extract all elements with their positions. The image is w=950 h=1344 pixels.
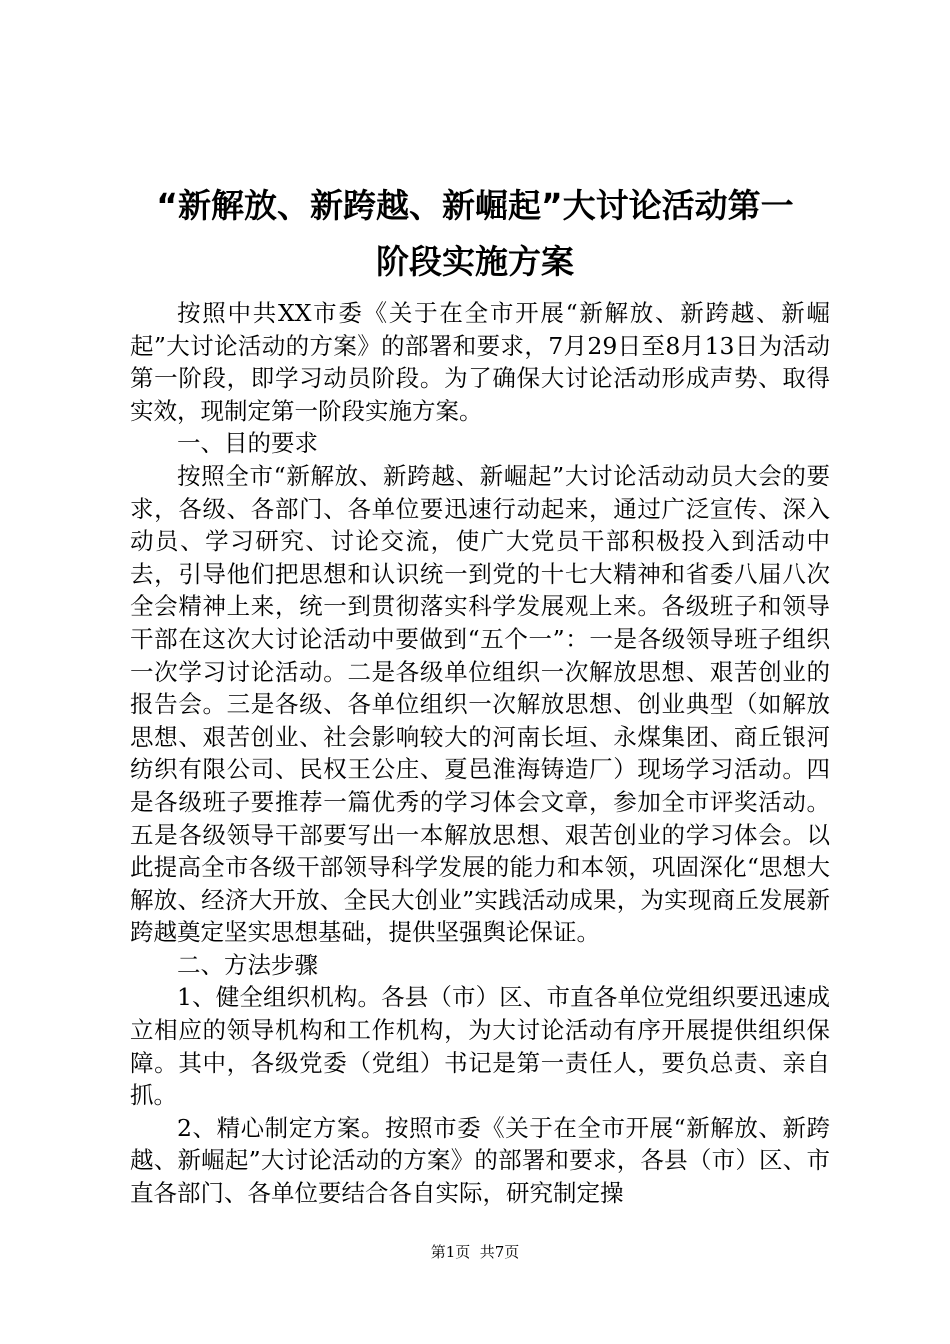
paragraph-step-2: 2、精心制定方案。按照市委《关于在全市开展“新解放、新跨越、新崛起”大讨论活动的方案》的部署和要求，各县（市）区、市直各部门、各单位要结合各自实际，研究制定操 — [130, 1113, 830, 1208]
document-title — [100, 178, 850, 290]
section-heading-1: 一、目的要求 — [177, 429, 318, 458]
title-line-1: “新解放、新跨越、新崛起”大讨论活动第一 — [156, 186, 794, 225]
paragraph-requirements: 按照全市“新解放、新跨越、新崛起”大讨论活动动员大会的要求，各级、各部门、各单位要迅速行动起来，通过广泛宣传、深入动员、学习研究、讨论交流，使广大党员干部积极投入到活动中去，引导他们把思想和认识统一到党的十七大精神和省委八届八次全会精神上来，统一到贯彻落实科学发展观上来。各级班子和领导干部在这次大讨论活动中要做到“五个一”：一是各级领导班子组织一次学习讨论活动。二是各级单位组织一次解放思想、艰苦创业的报告会。三是各级、各单位组织一次解放思想、创业典型（如解放思想、艰苦创业、社会影响较大的河南长垣、永煤集团、商丘银河纺织有限公司、民权王公庄、夏邑淮海铸造厂）现场学习活动。四是各级班子要推荐一篇优秀的学习体会文章，参加全市评奖活动。五是各级领导干部要写出一本解放思想、艰苦创业的学习体会。以此提高全市各级干部领导科学发展的能力和本领，巩固深化“思想大解放、经济大开放、全民大创业”实践活动成果，为实现商丘发展新跨越奠定坚实思想基础，提供坚强舆论保证。 — [130, 461, 830, 947]
section-heading-2: 二、方法步骤 — [177, 950, 318, 979]
page-footer: 第1页 共7页 — [430, 1243, 520, 1261]
paragraph-step-1: 1、健全组织机构。各县（市）区、市直各单位党组织要迅速成立相应的领导机构和工作机构，为大讨论活动有序开展提供组织保障。其中，各级党委（党组）书记是第一责任人，要负总责、亲自抓。 — [130, 983, 830, 1110]
paragraph-intro: 按照中共XX市委《关于在全市开展“新解放、新跨越、新崛起”大讨论活动的方案》的部署和要求，7月29日至8月13日为活动第一阶段，即学习动员阶段。为了确保大讨论活动形成声势、取得实效，现制定第一阶段实施方案。 — [130, 299, 830, 425]
document-body — [130, 297, 830, 1210]
title-line-2: 阶段实施方案 — [376, 242, 574, 281]
